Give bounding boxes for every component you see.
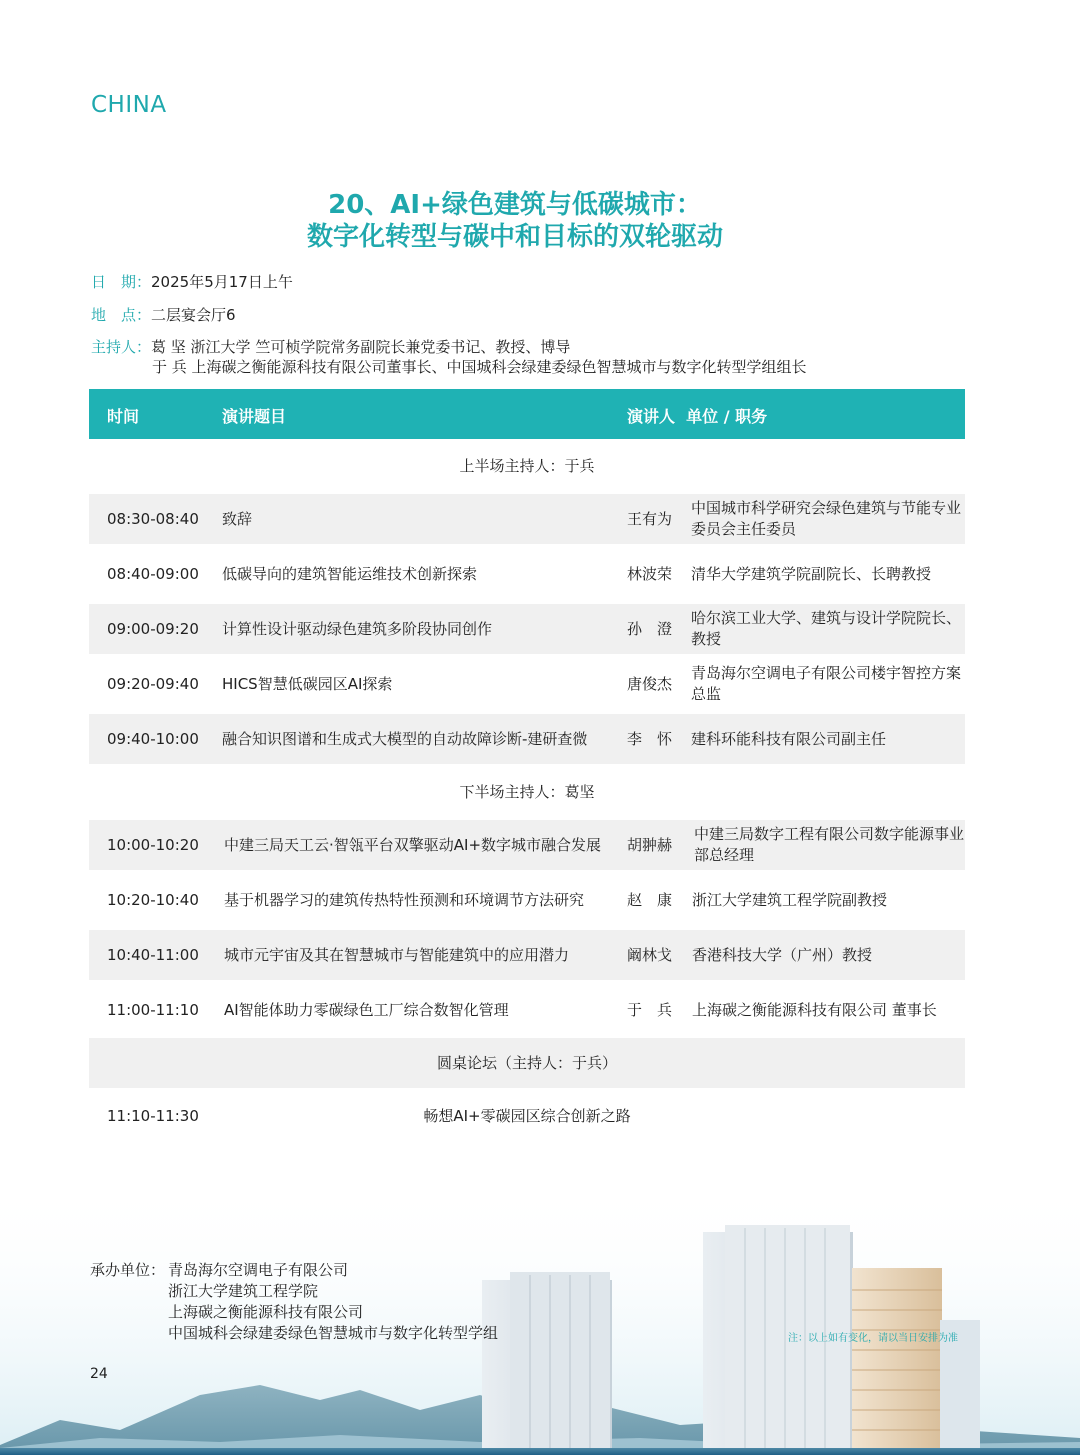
table-row — [89, 659, 965, 709]
row-unit: 哈尔滨工业大学、建筑与设计学院院长、教授 — [691, 609, 962, 648]
row-topic: 计算性设计驱动绿色建筑多阶段协同创作 — [222, 619, 493, 638]
place-value: 二层宴会厅6 — [151, 306, 236, 324]
row-speaker: 阚林戈 — [627, 945, 673, 964]
table-row — [89, 875, 965, 925]
row-speaker: 林波荣 — [627, 564, 673, 583]
row-topic: 低碳导向的建筑智能运维技术创新探索 — [222, 564, 478, 583]
row-time: 10:20-10:40 — [107, 890, 199, 909]
organizer-item: 中国城科会绿建委绿色智慧城市与数字化转型学组 — [168, 1324, 499, 1342]
table-row — [89, 714, 965, 764]
table-row — [89, 985, 965, 1035]
row-speaker: 李 怀 — [627, 729, 673, 748]
row-topic: 基于机器学习的建筑传热特性预测和环境调节方法研究 — [224, 890, 585, 909]
host-label: 主持人： — [91, 338, 152, 356]
city-skyline-illustration — [0, 1180, 1080, 1455]
row-speaker: 孙 澄 — [627, 619, 673, 638]
place-label: 地 点： — [91, 306, 152, 324]
row-speaker: 唐俊杰 — [627, 674, 673, 693]
organizer-label: 承办单位： — [90, 1261, 166, 1279]
page-title-line2: 数字化转型与碳中和目标的双轮驱动 — [306, 222, 723, 252]
forum-title: 圆桌论坛（主持人：于兵） — [436, 1053, 617, 1072]
section-header-2 — [89, 764, 965, 820]
row-unit: 中国城市科学研究会绿色建筑与节能专业委员会主任委员 — [691, 499, 962, 538]
table-row — [89, 820, 965, 870]
row-unit: 青岛海尔空调电子有限公司楼宇智控方案总监 — [691, 664, 962, 703]
row-unit: 清华大学建筑学院副院长、长聘教授 — [691, 564, 932, 583]
row-topic: AI智能体助力零碳绿色工厂综合数智化管理 — [224, 1000, 509, 1019]
page-title-line1: 20、AI+绿色建筑与低碳城市： — [328, 190, 702, 220]
forum-row — [89, 1038, 965, 1088]
host-1: 葛 坚 浙江大学 竺可桢学院常务副院长兼党委书记、教授、博导 — [151, 338, 571, 356]
row-speaker: 于 兵 — [627, 1000, 673, 1019]
section-title: 上半场主持人：于兵 — [459, 457, 595, 475]
row-time: 11:10-11:30 — [107, 1106, 199, 1125]
organizer-item: 浙江大学建筑工程学院 — [168, 1282, 319, 1300]
organizer-item: 青岛海尔空调电子有限公司 — [168, 1261, 349, 1279]
section-header-1 — [89, 439, 965, 494]
row-unit: 上海碳之衡能源科技有限公司 董事长 — [692, 1000, 937, 1019]
meta-place — [91, 304, 236, 325]
row-time: 08:40-09:00 — [107, 564, 199, 583]
date-value: 2025年5月17日上午 — [151, 273, 293, 291]
row-topic: 融合知识图谱和生成式大模型的自动故障诊断-建研查微 — [222, 729, 588, 748]
table-row — [89, 604, 965, 654]
schedule-table — [89, 389, 965, 1141]
row-unit: 浙江大学建筑工程学院副教授 — [692, 890, 888, 909]
row-time: 09:20-09:40 — [107, 674, 199, 693]
meta-date — [91, 271, 293, 292]
row-speaker: 王有为 — [627, 509, 673, 528]
brand-label: CHINA — [91, 92, 167, 118]
header-time: 时间 — [107, 407, 140, 426]
row-time: 09:00-09:20 — [107, 619, 199, 638]
row-topic: 致辞 — [222, 509, 253, 528]
meta-host — [91, 336, 570, 357]
row-unit: 中建三局数字工程有限公司数字能源事业部总经理 — [694, 825, 965, 864]
table-row — [89, 930, 965, 980]
row-speaker: 赵 康 — [627, 890, 673, 909]
table-row — [89, 494, 965, 544]
row-time: 09:40-10:00 — [107, 729, 199, 748]
host-2: 于 兵 上海碳之衡能源科技有限公司董事长、中国城科会绿建委绿色智慧城市与数字化转型学组组长 — [152, 358, 807, 376]
row-topic: 城市元宇宙及其在智慧城市与智能建筑中的应用潜力 — [224, 945, 570, 964]
row-time: 11:00-11:10 — [107, 1000, 199, 1019]
section-title: 下半场主持人：葛坚 — [459, 782, 595, 801]
row-time: 10:40-11:00 — [107, 945, 199, 964]
organizer-item: 上海碳之衡能源科技有限公司 — [168, 1303, 364, 1321]
change-note: 注：以上如有变化，请以当日安排为准 — [788, 1333, 958, 1344]
header-topic: 演讲题目 — [222, 407, 287, 426]
row-time: 08:30-08:40 — [107, 509, 199, 528]
table-row — [89, 1091, 965, 1141]
row-topic: 中建三局天工云·智瓴平台双擎驱动AI+数字城市融合发展 — [224, 835, 602, 854]
date-label: 日 期： — [91, 273, 152, 291]
row-unit: 建科环能科技有限公司副主任 — [691, 729, 887, 748]
page-number: 24 — [90, 1366, 108, 1382]
table-row — [89, 549, 965, 599]
row-topic: HICS智慧低碳园区AI探索 — [222, 674, 393, 693]
row-topic: 畅想AI+零碳园区综合创新之路 — [423, 1106, 631, 1125]
table-header — [89, 389, 965, 439]
row-time: 10:00-10:20 — [107, 835, 199, 854]
row-unit: 香港科技大学（广州）教授 — [692, 945, 873, 964]
header-speaker-unit: 演讲人 单位 / 职务 — [627, 407, 768, 426]
row-speaker: 胡翀赫 — [627, 835, 673, 854]
